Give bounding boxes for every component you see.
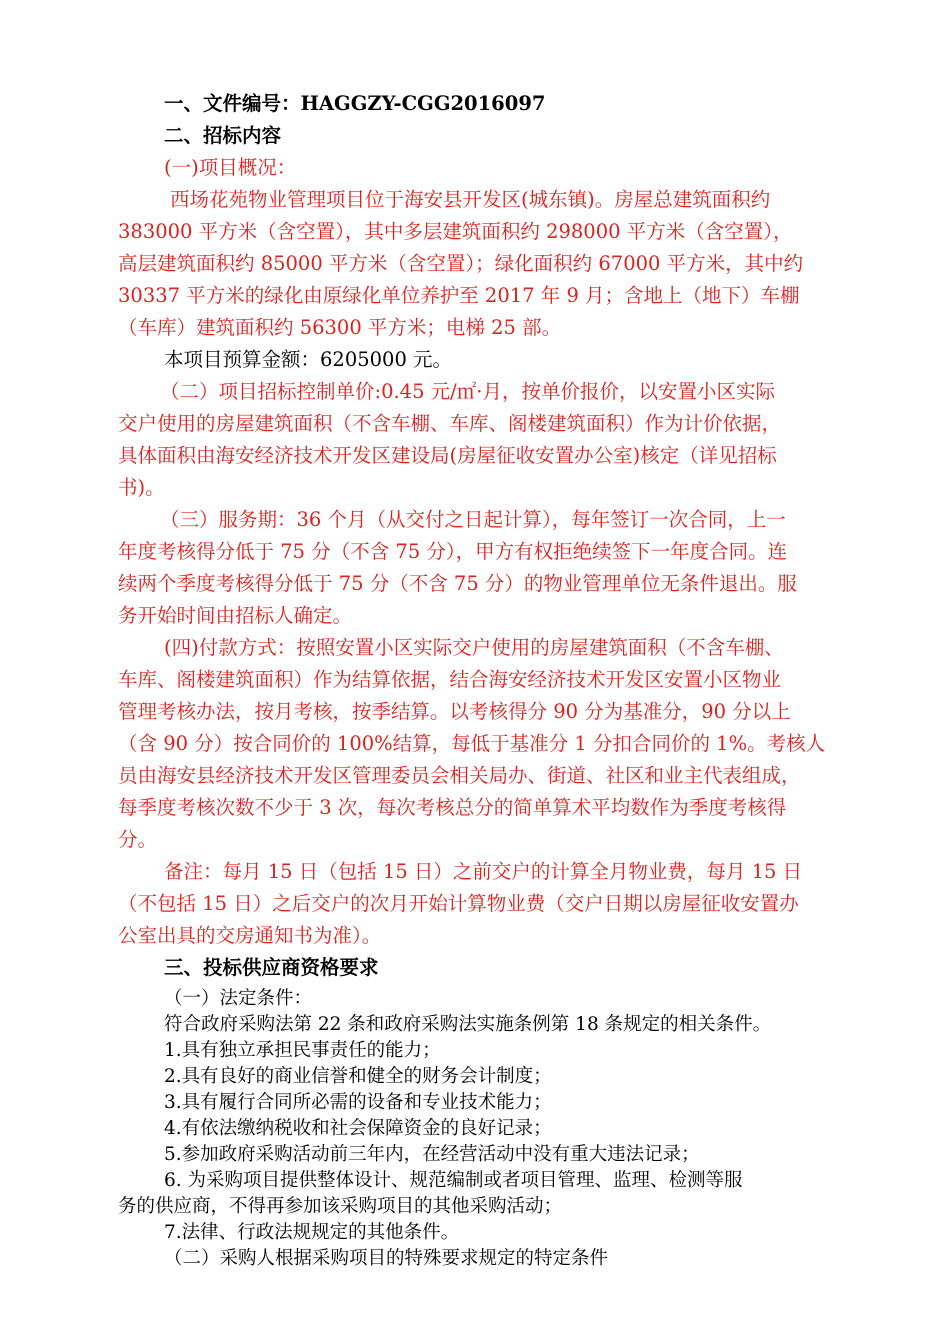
service-period-line: （三）服务期：36 个月（从交付之日起计算），每年签订一次合同，上一 <box>160 508 786 531</box>
condition-item: 2.具有良好的商业信誉和健全的财务会计制度； <box>164 1066 552 1087</box>
condition-item: 5.参加政府采购活动前三年内，在经营活动中没有重大违法记录； <box>164 1144 700 1165</box>
payment-method-line: 分。 <box>118 828 158 851</box>
project-overview-line: 30337 平方米的绿化由原绿化单位养护至 2017 年 9 月；含地上（地下）车棚 <box>118 284 800 307</box>
note-line: 备注：每月 15 日（包括 15 日）之前交户的计算全月物业费，每月 15 日 <box>164 860 803 883</box>
legal-conditions-heading: （一）法定条件： <box>164 988 313 1009</box>
note-line: 公室出具的交房通知书为准）。 <box>118 924 382 947</box>
legal-conditions-intro: 符合政府采购法第 22 条和政府采购法实施条例第 18 条规定的相关条件。 <box>164 1014 772 1035</box>
budget-amount: 本项目预算金额：6205000 元。 <box>164 348 453 371</box>
payment-method-line: 员由海安县经济技术开发区管理委员会相关局办、街道、社区和业主代表组成， <box>118 764 801 787</box>
condition-item: 7.法律、行政法规规定的其他条件。 <box>164 1222 460 1243</box>
condition-item: 务的供应商，不得再参加该采购项目的其他采购活动； <box>118 1196 563 1217</box>
condition-item: 3.具有履行合同所必需的设备和专业技术能力； <box>164 1092 552 1113</box>
payment-method-line: 管理考核办法，按月考核，按季结算。以考核得分 90 分为基准分，90 分以上 <box>118 700 791 723</box>
project-overview-line: （车库）建筑面积约 56300 平方米；电梯 25 部。 <box>118 316 562 339</box>
condition-item: 1.具有独立承担民事责任的能力； <box>164 1040 441 1061</box>
condition-item: 6. 为采购项目提供整体设计、规范编制或者项目管理、监理、检测等服 <box>164 1170 743 1191</box>
section-tender-content: 二、招标内容 <box>164 124 282 147</box>
payment-method-line: （含 90 分）按合同价的 100%结算，每低于基准分 1 分扣合同价的 1%。考核人 <box>118 732 826 755</box>
unit-price-line: （二）项目招标控制单价:0.45 元/㎡·月，按单价报价，以安置小区实际 <box>160 380 775 403</box>
service-period-line: 年度考核得分低于 75 分（不含 75 分），甲方有权拒绝续签下一年度合同。连 <box>118 540 788 563</box>
condition-item: 4.有依法缴纳税收和社会保障资金的良好记录； <box>164 1118 552 1139</box>
note-line: （不包括 15 日）之后交户的次月开始计算物业费（交户日期以房屋征收安置办 <box>118 892 799 915</box>
unit-price-line: 交户使用的房屋建筑面积（不含车棚、车库、阁楼建筑面积）作为计价依据， <box>118 412 782 435</box>
payment-method-line: 每季度考核次数不少于 3 次，每次考核总分的简单算术平均数作为季度考核得 <box>118 796 787 819</box>
unit-price-line: 具体面积由海安经济技术开发区建设局(房屋征收安置办公室)核定（详见招标 <box>118 444 777 467</box>
project-overview-line: 高层建筑面积约 85000 平方米（含空置）；绿化面积约 67000 平方米，其中约 <box>118 252 804 275</box>
section-qualification: 三、投标供应商资格要求 <box>164 956 379 979</box>
payment-method-line: (四)付款方式：按照安置小区实际交户使用的房屋建筑面积（不含车棚、 <box>164 636 784 659</box>
service-period-line: 续两个季度考核得分低于 75 分（不含 75 分）的物业管理单位无条件退出。服 <box>118 572 797 595</box>
service-period-line: 务开始时间由招标人确定。 <box>118 604 353 627</box>
payment-method-line: 车库、阁楼建筑面积）作为结算依据，结合海安经济技术开发区安置小区物业 <box>118 668 782 691</box>
project-overview-line: 383000 平方米（含空置），其中多层建筑面积约 298000 平方米（含空置）， <box>118 220 793 243</box>
specific-conditions-heading: （二）采购人根据采购项目的特殊要求规定的特定条件 <box>164 1248 609 1269</box>
project-overview-heading: (一)项目概况： <box>164 156 297 179</box>
unit-price-line: 书)。 <box>118 476 165 499</box>
section-file-number: 一、文件编号：HAGGZY-CGG2016097 <box>164 92 546 115</box>
project-overview-line: 西场花苑物业管理项目位于海安县开发区(城东镇)。房屋总建筑面积约 <box>170 188 771 211</box>
